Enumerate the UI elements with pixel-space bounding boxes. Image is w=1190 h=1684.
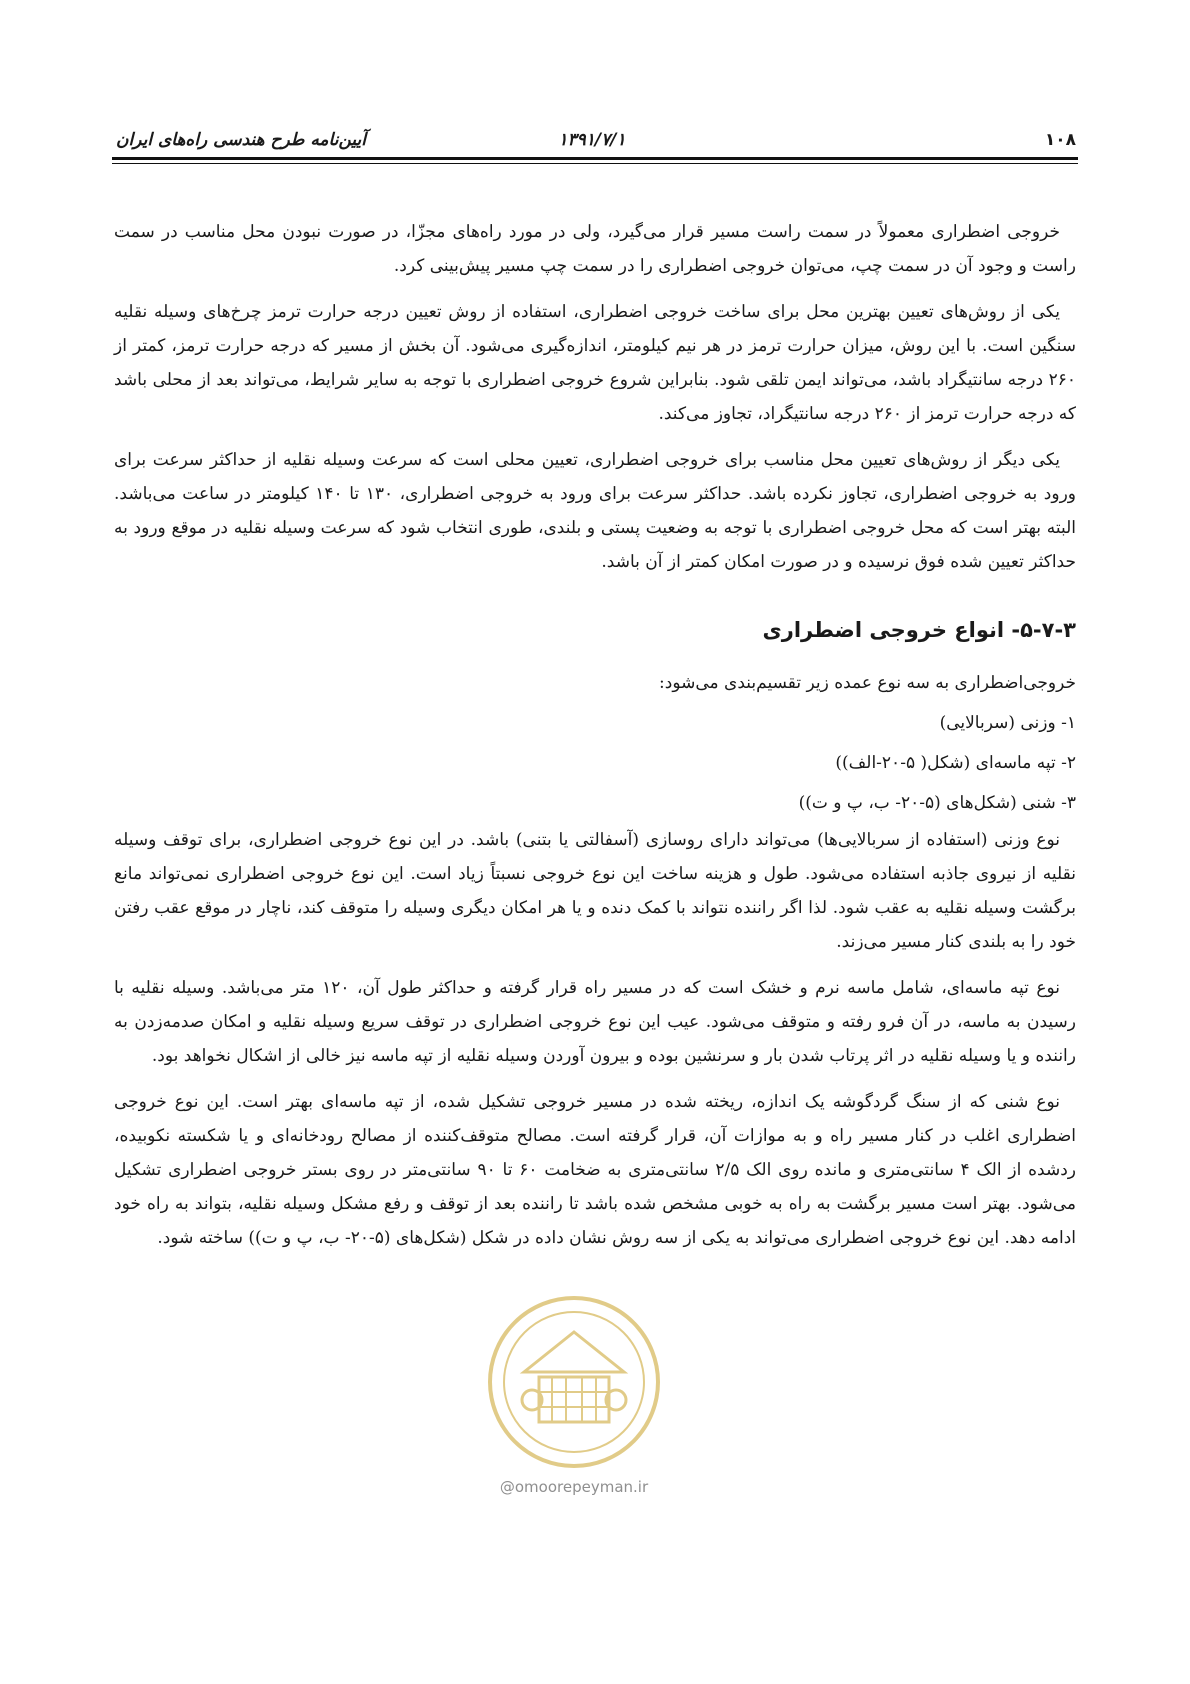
watermark-url: @omoorepeyman.ir [499,1478,649,1496]
list-item: ۱- وزنی (سربالایی) [939,713,1076,733]
paragraph: نوع شنی که از سنگ گردگوشه یک اندازه، ریخته شده در مسیر خروجی تشکیل شده، از تپه ماسه‌ای بهتر است. این نوع خروجی اضطراری اغلب در کنار مسیر راه و به موازات آن، قرار گرفته است. مصالح متوقف‌کننده از مصالح رودخانه‌ای و یا شکسته نکوبیده، ردشده از الک ۴ سانتی‌متری و مانده روی الک ۲/۵ سانتی‌متری به ضخامت ۶۰ تا ۹۰ سانتی‌متر در روی بستر خروجی اضطراری تشکیل می‌شود. بهتر است مسیر برگشت به راه به خوبی مشخص شده باشد تا راننده بعد از توقف و رفع مشکل وسیله نقلیه، بتواند به راه خود ادامه دهد. این نوع خروجی اضطراری می‌تواند به یکی از سه روش نشان داده در شکل (شکل‌های (۵-۲۰- ب، پ و ت)) ساخته شود. [114,1092,1076,1248]
list-item: ۲- تپه ماسه‌ای (شکل( ۵-۲۰-الف)) [835,753,1076,773]
section-heading: ۵-۷-۳- انواع خروجی اضطراری [762,618,1076,642]
page-body [114,215,1076,1267]
paragraph: نوع تپه ماسه‌ای، شامل ماسه نرم و خشک است که در مسیر راه قرار گرفته و حداکثر طول آن، ۱۲۰ متر می‌باشد. وسیله نقلیه با رسیدن به ماسه، در آن فرو رفته و متوقف می‌شود. عیب این نوع خروجی اضطراری در توقف سریع وسیله نقلیه و امکان صدمه‌زدن به راننده و یا وسیله نقلیه در اثر پرتاب شدن بار و سرنشین بوده و بیرون آوردن وسیله نقلیه از تپه ماسه نیز خالی از اشکال نخواهد بود. [114,978,1076,1066]
document-date: ۱۳۹۱/۷/۱ [558,130,626,150]
header-rule-thick [112,157,1078,160]
paragraph: یکی از روش‌های تعیین بهترین محل برای ساخت خروجی اضطراری، استفاده از روش تعیین درجه حرارت ترمز چرخ‌های وسیله نقلیه سنگین است. با این روش، میزان حرارت ترمز در هر نیم کیلومتر، اندازه‌گیری می‌شود. آن بخش از مسیر که درجه حرارت ترمز، کمتر از ۲۶۰ درجه سانتیگراد باشد، می‌تواند ایمن تلقی شود. بنابراین شروع خروجی اضطراری با توجه به سایر شرایط، می‌تواند بعد از محلی باشد که درجه حرارت ترمز از ۲۶۰ درجه سانتیگراد، تجاوز می‌کند. [114,302,1077,424]
watermark-seal-icon [484,1292,664,1472]
list-item: ۳- شنی (شکل‌های (۵-۲۰- ب، پ و ت)) [798,793,1076,813]
page-header [112,128,1078,164]
document-title: آیین‌نامه طرح هندسی راه‌های ایران [116,130,366,150]
paragraph: یکی دیگر از روش‌های تعیین محل مناسب برای خروجی اضطراری، تعیین محلی است که سرعت وسیله نقلیه از حداکثر سرعت برای ورود به خروجی اضطراری، تجاوز نکرده باشد. حداکثر سرعت برای ورود به خروجی اضطراری، ۱۳۰ تا ۱۴۰ کیلومتر در ساعت می‌باشد. البته بهتر است که محل خروجی اضطراری با توجه به وضعیت پستی و بلندی، طوری انتخاب شود که سرعت وسیله نقلیه در موقع ورود به حداکثر تعیین شده فوق نرسیده و در صورت امکان کمتر از آن باشد. [114,450,1076,572]
section-lead: خروجی‌اضطراری به سه نوع عمده زیر تقسیم‌بندی می‌شود: [659,673,1076,693]
page-number: ۱۰۸ [1044,130,1076,150]
paragraph: نوع وزنی (استفاده از سربالایی‌ها) می‌تواند دارای روسازی (آسفالتی یا بتنی) باشد. در این نوع خروجی اضطراری، برای توقف وسیله نقلیه از نیروی جاذبه استفاده می‌شود. طول و هزینه ساخت این نوع خروجی نسبتاً زیاد است. این نوع خروجی اضطراری نمی‌تواند مانع برگشت وسیله نقلیه به عقب شود. لذا اگر راننده نتواند با کمک دنده و یا هر امکان دیگری وسیله را متوقف کند، ناچار در موقع عقب رفتن خود را به بلندی کنار مسیر می‌زند. [114,830,1076,952]
paragraph: خروجی اضطراری معمولاً در سمت راست مسیر قرار می‌گیرد، ولی در مورد راه‌های مجزّا، در صورت نبودن محل مناسب در سمت راست و وجود آن در سمت چپ، می‌توان خروجی اضطراری را در سمت چپ مسیر پیش‌بینی کرد. [114,222,1076,276]
header-rule-thin [112,163,1078,164]
